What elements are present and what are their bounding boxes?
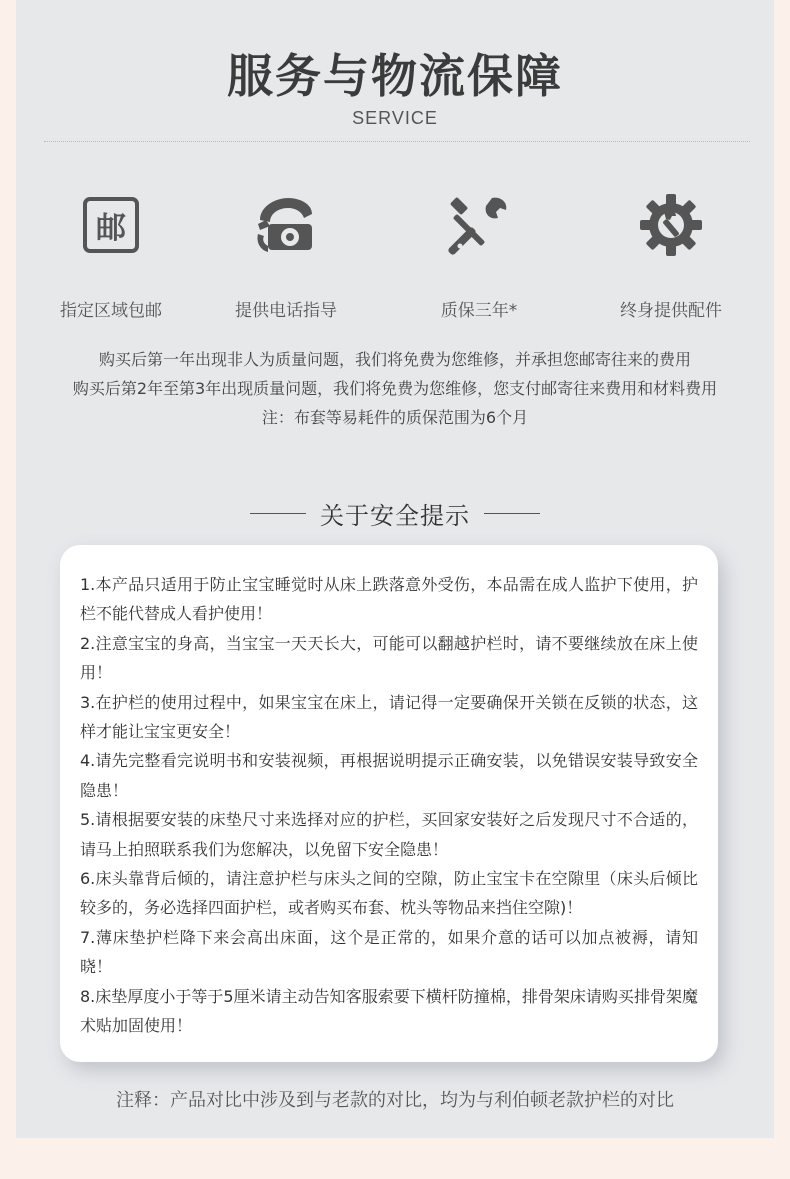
safety-tip: 5.请根据要安装的床垫尺寸来选择对应的护栏，买回家安装好之后发现尺寸不合适的，请马上拍照联系我们为您解决，以免留下安全隐患！	[80, 810, 698, 859]
safety-tips-card	[60, 545, 718, 1062]
safety-tip: 2.注意宝宝的身高，当宝宝一天天长大，可能可以翻越护栏时，请不要继续放在床上使用！	[80, 633, 698, 683]
service-label: 终身提供配件	[620, 301, 722, 321]
policy-note: 注：布套等易耗件的质保范围为6个月	[261, 408, 529, 427]
safety-heading	[16, 496, 774, 531]
service-label: 指定区域包邮	[60, 301, 162, 321]
safety-tip: 1.本产品只适用于防止宝宝睡觉时从床上跌落意外受伤，本品需在成人监护下使用，护栏不能代替成人看护使用！	[80, 575, 698, 624]
dotted-divider	[44, 141, 750, 142]
service-label: 质保三年*	[440, 301, 518, 321]
safety-tips-list	[80, 570, 698, 1041]
heading-rule-left	[250, 513, 306, 514]
tools-icon	[444, 190, 514, 260]
service-item-free-shipping	[16, 190, 206, 321]
safety-tip: 8.床垫厚度小于等于5厘米请主动告知客服索要下横杆防撞棉，排骨架床请购买排骨架魔术贴加固使用！	[80, 986, 698, 1036]
safety-tip: 7.薄床垫护栏降下来会高出床面，这个是正常的，如果介意的话可以加点被褥，请知晓！	[80, 927, 698, 977]
safety-tip: 4.请先完整看完说明书和安装视频，再根据说明提示正确安装，以免错误安装导致安全隐患！	[80, 751, 698, 800]
safety-heading-text: 关于安全提示	[320, 502, 470, 530]
telephone-icon	[251, 190, 321, 260]
mail-icon	[76, 190, 146, 260]
service-item-lifetime-parts	[576, 190, 766, 321]
safety-tip: 3.在护栏的使用过程中，如果宝宝在床上，请记得一定要确保开关锁在反锁的状态，这样才能让宝宝更安全！	[80, 692, 698, 742]
mail-icon-glyph: 邮	[83, 197, 139, 253]
page-subtitle: SERVICE	[352, 108, 438, 128]
page-title: 服务与物流保障	[227, 49, 563, 103]
service-item-phone-guidance	[191, 190, 381, 321]
safety-tip: 6.床头靠背后倾的，请注意护栏与床头之间的空隙，防止宝宝卡在空隙里（床头后倾比较多的，务必选择四面护栏，或者购买布套、枕头等物品来挡住空隙)！	[80, 869, 698, 918]
gear-wrench-icon	[636, 190, 706, 260]
service-panel	[16, 0, 774, 1138]
service-label: 提供电话指导	[235, 301, 337, 321]
service-item-warranty	[384, 190, 574, 321]
policy-line: 购买后第一年出现非人为质量问题，我们将免费为您维修，并承担您邮寄往来的费用	[98, 350, 691, 369]
comparison-footnote: 注释：产品对比中涉及到与老款的对比，均为与利伯顿老款护栏的对比	[116, 1090, 674, 1111]
warranty-policy	[16, 345, 774, 432]
policy-line: 购买后第2年至第3年出现质量问题，我们将免费为您维修，您支付邮寄往来费用和材料费用	[72, 379, 718, 398]
heading-rule-right	[484, 513, 540, 514]
